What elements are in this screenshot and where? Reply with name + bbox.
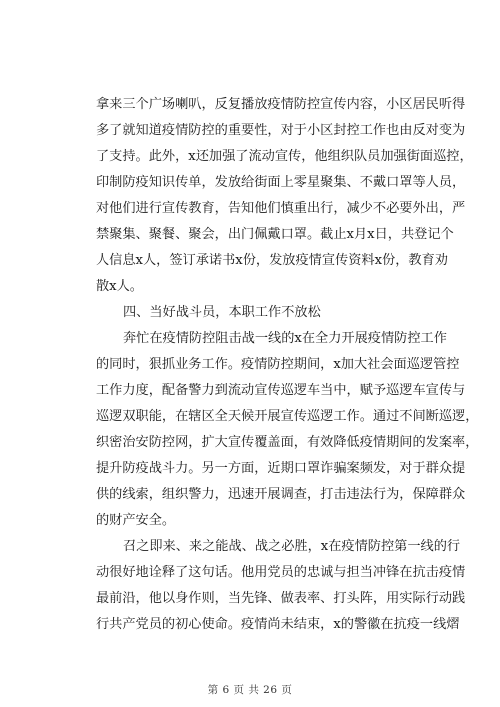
paragraph-line: 行共产党员的初心使命。疫情尚未结束，x的警徽在抗疫一线熠 — [96, 617, 460, 632]
paragraph-line: 的财产安全。 — [96, 513, 176, 528]
paragraph-line: 动很好地诠释了这句话。他用党员的忠诚与担当冲锋在抗击疫情 — [96, 565, 466, 580]
paragraph-line: 召之即来、来之能战、战之必胜，x在疫情防控第一线的行 — [123, 539, 461, 554]
paragraph-line: 奔忙在疫情防控阻击战一线的x在全力开展疫情防控工作 — [123, 331, 447, 346]
paragraph-line: 供的线索，组织警力，迅速开展调查，打击违法行为，保障群众 — [96, 487, 466, 502]
paragraph-line: 拿来三个广场喇叭，反复播放疫情防控宣传内容，小区居民听得 — [96, 97, 466, 112]
paragraph-line: 人信息x人，签订承诺书x份，发放疫情宣传资料x份，教育劝 — [96, 253, 448, 268]
paragraph-line: 散x人。 — [96, 279, 143, 294]
paragraph-line: 印制防疫知识传单，发放给街面上零星聚集、不戴口罩等人员， — [96, 175, 466, 190]
paragraph-line: 提升防疫战斗力。另一方面，近期口罩诈骗案频发，对于群众提 — [96, 461, 466, 476]
paragraph-line: 多了就知道疫情防控的重要性，对于小区封控工作也由反对变为 — [96, 123, 466, 138]
paragraph-line: 工作力度，配备警力到流动宣传巡逻车当中，赋予巡逻车宣传与 — [96, 383, 466, 398]
paragraph-line: 禁聚集、聚餐、聚会，出门佩戴口罩。截止x月x日，共登记个 — [96, 227, 454, 242]
section-heading: 四、当好战斗员，本职工作不放松 — [123, 305, 321, 320]
paragraph-line: 的同时，狠抓业务工作。疫情防控期间，x加大社会面巡逻管控 — [96, 357, 460, 372]
paragraph-line: 巡逻双职能，在辖区全天候开展宣传巡逻工作。通过不间断巡逻， — [96, 409, 479, 424]
page-number: 第 6 页 共 26 页 — [207, 684, 293, 696]
paragraph-line: 最前沿，他以身作则，当先锋、做表率、打头阵，用实际行动践 — [96, 591, 466, 606]
paragraph-line: 对他们进行宣传教育，告知他们慎重出行，减少不必要外出，严 — [96, 201, 466, 216]
paragraph-line: 织密治安防控网，扩大宣传覆盖面，有效降低疫情期间的发案率， — [96, 435, 479, 450]
paragraph-line: 了支持。此外，x还加强了流动宣传，他组织队员加强街面巡控， — [96, 149, 473, 164]
